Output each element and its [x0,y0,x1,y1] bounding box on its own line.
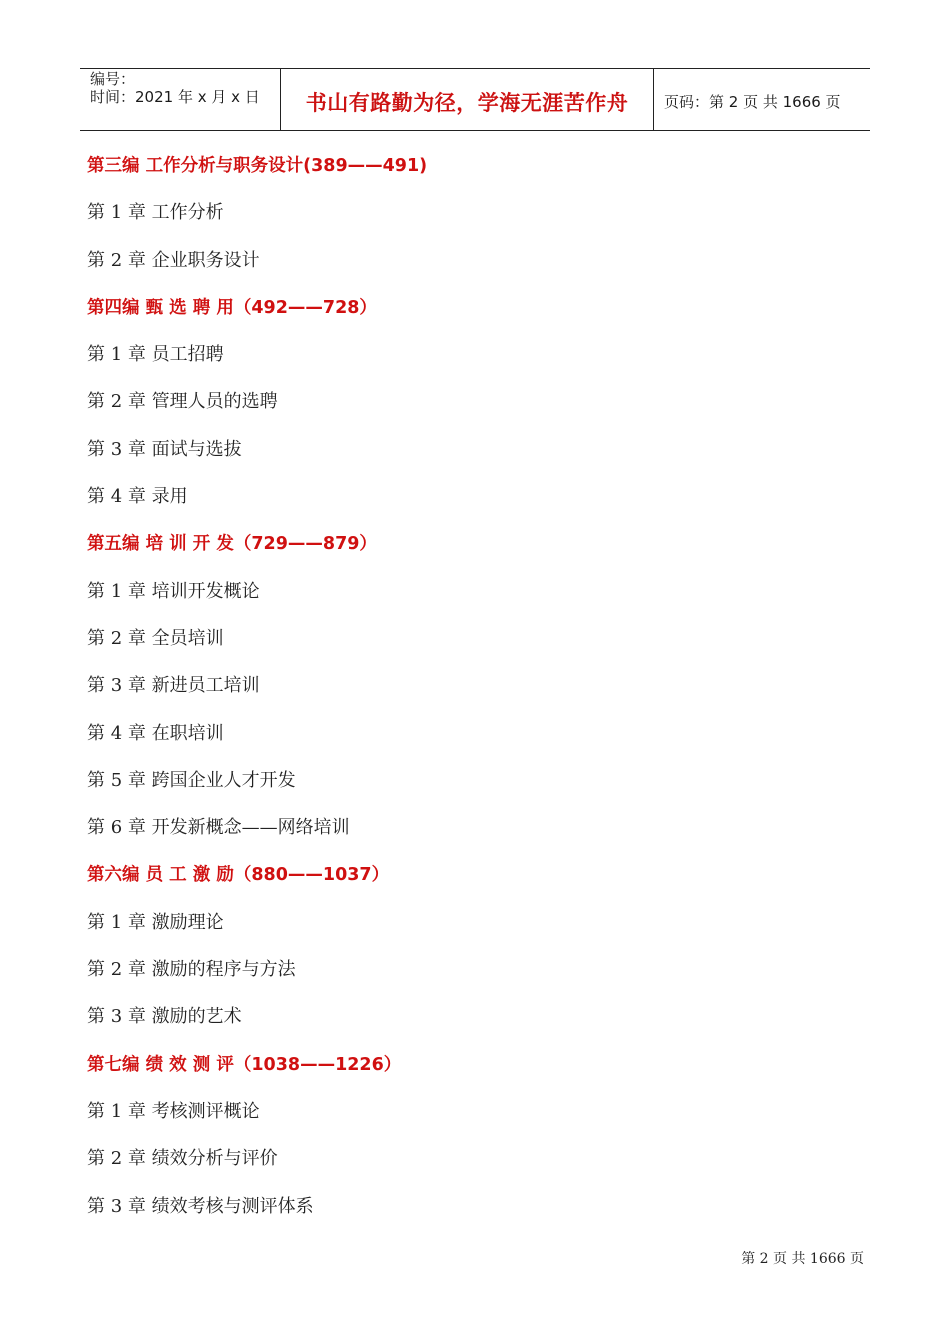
serial-label: 编号： [90,70,136,88]
toc-chapter-item: 第 2 章 全员培训 [87,627,224,649]
header-page-info: 页码：第 2 页 共 1666 页 [664,93,841,111]
toc-chapter-item: 第 6 章 开发新概念——网络培训 [87,817,350,839]
toc-chapter-item: 第 1 章 员工招聘 [87,344,224,366]
toc-chapter-item: 第 3 章 绩效考核与测评体系 [87,1195,314,1217]
toc-chapter-item: 第 1 章 工作分析 [87,202,224,224]
toc-chapter-item: 第 3 章 新进员工培训 [87,675,260,697]
toc-part-heading: 第四编 甄 选 聘 用（492——728） [87,297,377,318]
toc-chapter-item: 第 1 章 考核测评概论 [87,1100,260,1122]
toc-part-heading: 第七编 绩 效 测 评（1038——1226） [87,1054,402,1075]
toc-part-heading: 第六编 员 工 激 励（880——1037） [87,865,390,886]
toc-chapter-item: 第 3 章 激励的艺术 [87,1006,242,1028]
toc-chapter-item: 第 2 章 激励的程序与方法 [87,959,296,981]
header-motto: 书山有路勤为径，学海无涯苦作舟 [281,69,654,130]
toc-chapter-item: 第 4 章 在职培训 [87,722,224,744]
toc-chapter-item: 第 5 章 跨国企业人才开发 [87,769,296,791]
toc-chapter-item: 第 1 章 培训开发概论 [87,580,260,602]
toc-chapter-item: 第 4 章 录用 [87,486,188,508]
page-header [80,68,870,131]
toc-chapter-item: 第 2 章 管理人员的选聘 [87,391,278,413]
toc-chapter-item: 第 2 章 企业职务设计 [87,249,260,271]
table-of-contents [87,146,867,1234]
header-meta [80,69,281,130]
toc-chapter-item: 第 1 章 激励理论 [87,911,224,933]
time-label: 时间：2021 年 x 月 x 日 [90,88,260,106]
toc-part-heading: 第五编 培 训 开 发（729——879） [87,534,377,555]
toc-chapter-item: 第 3 章 面试与选拔 [87,438,242,460]
toc-chapter-item: 第 2 章 绩效分析与评价 [87,1148,278,1170]
toc-part-heading: 第三编 工作分析与职务设计(389——491) [87,156,428,176]
footer-page-number: 第 2 页 共 1666 页 [741,1251,864,1267]
